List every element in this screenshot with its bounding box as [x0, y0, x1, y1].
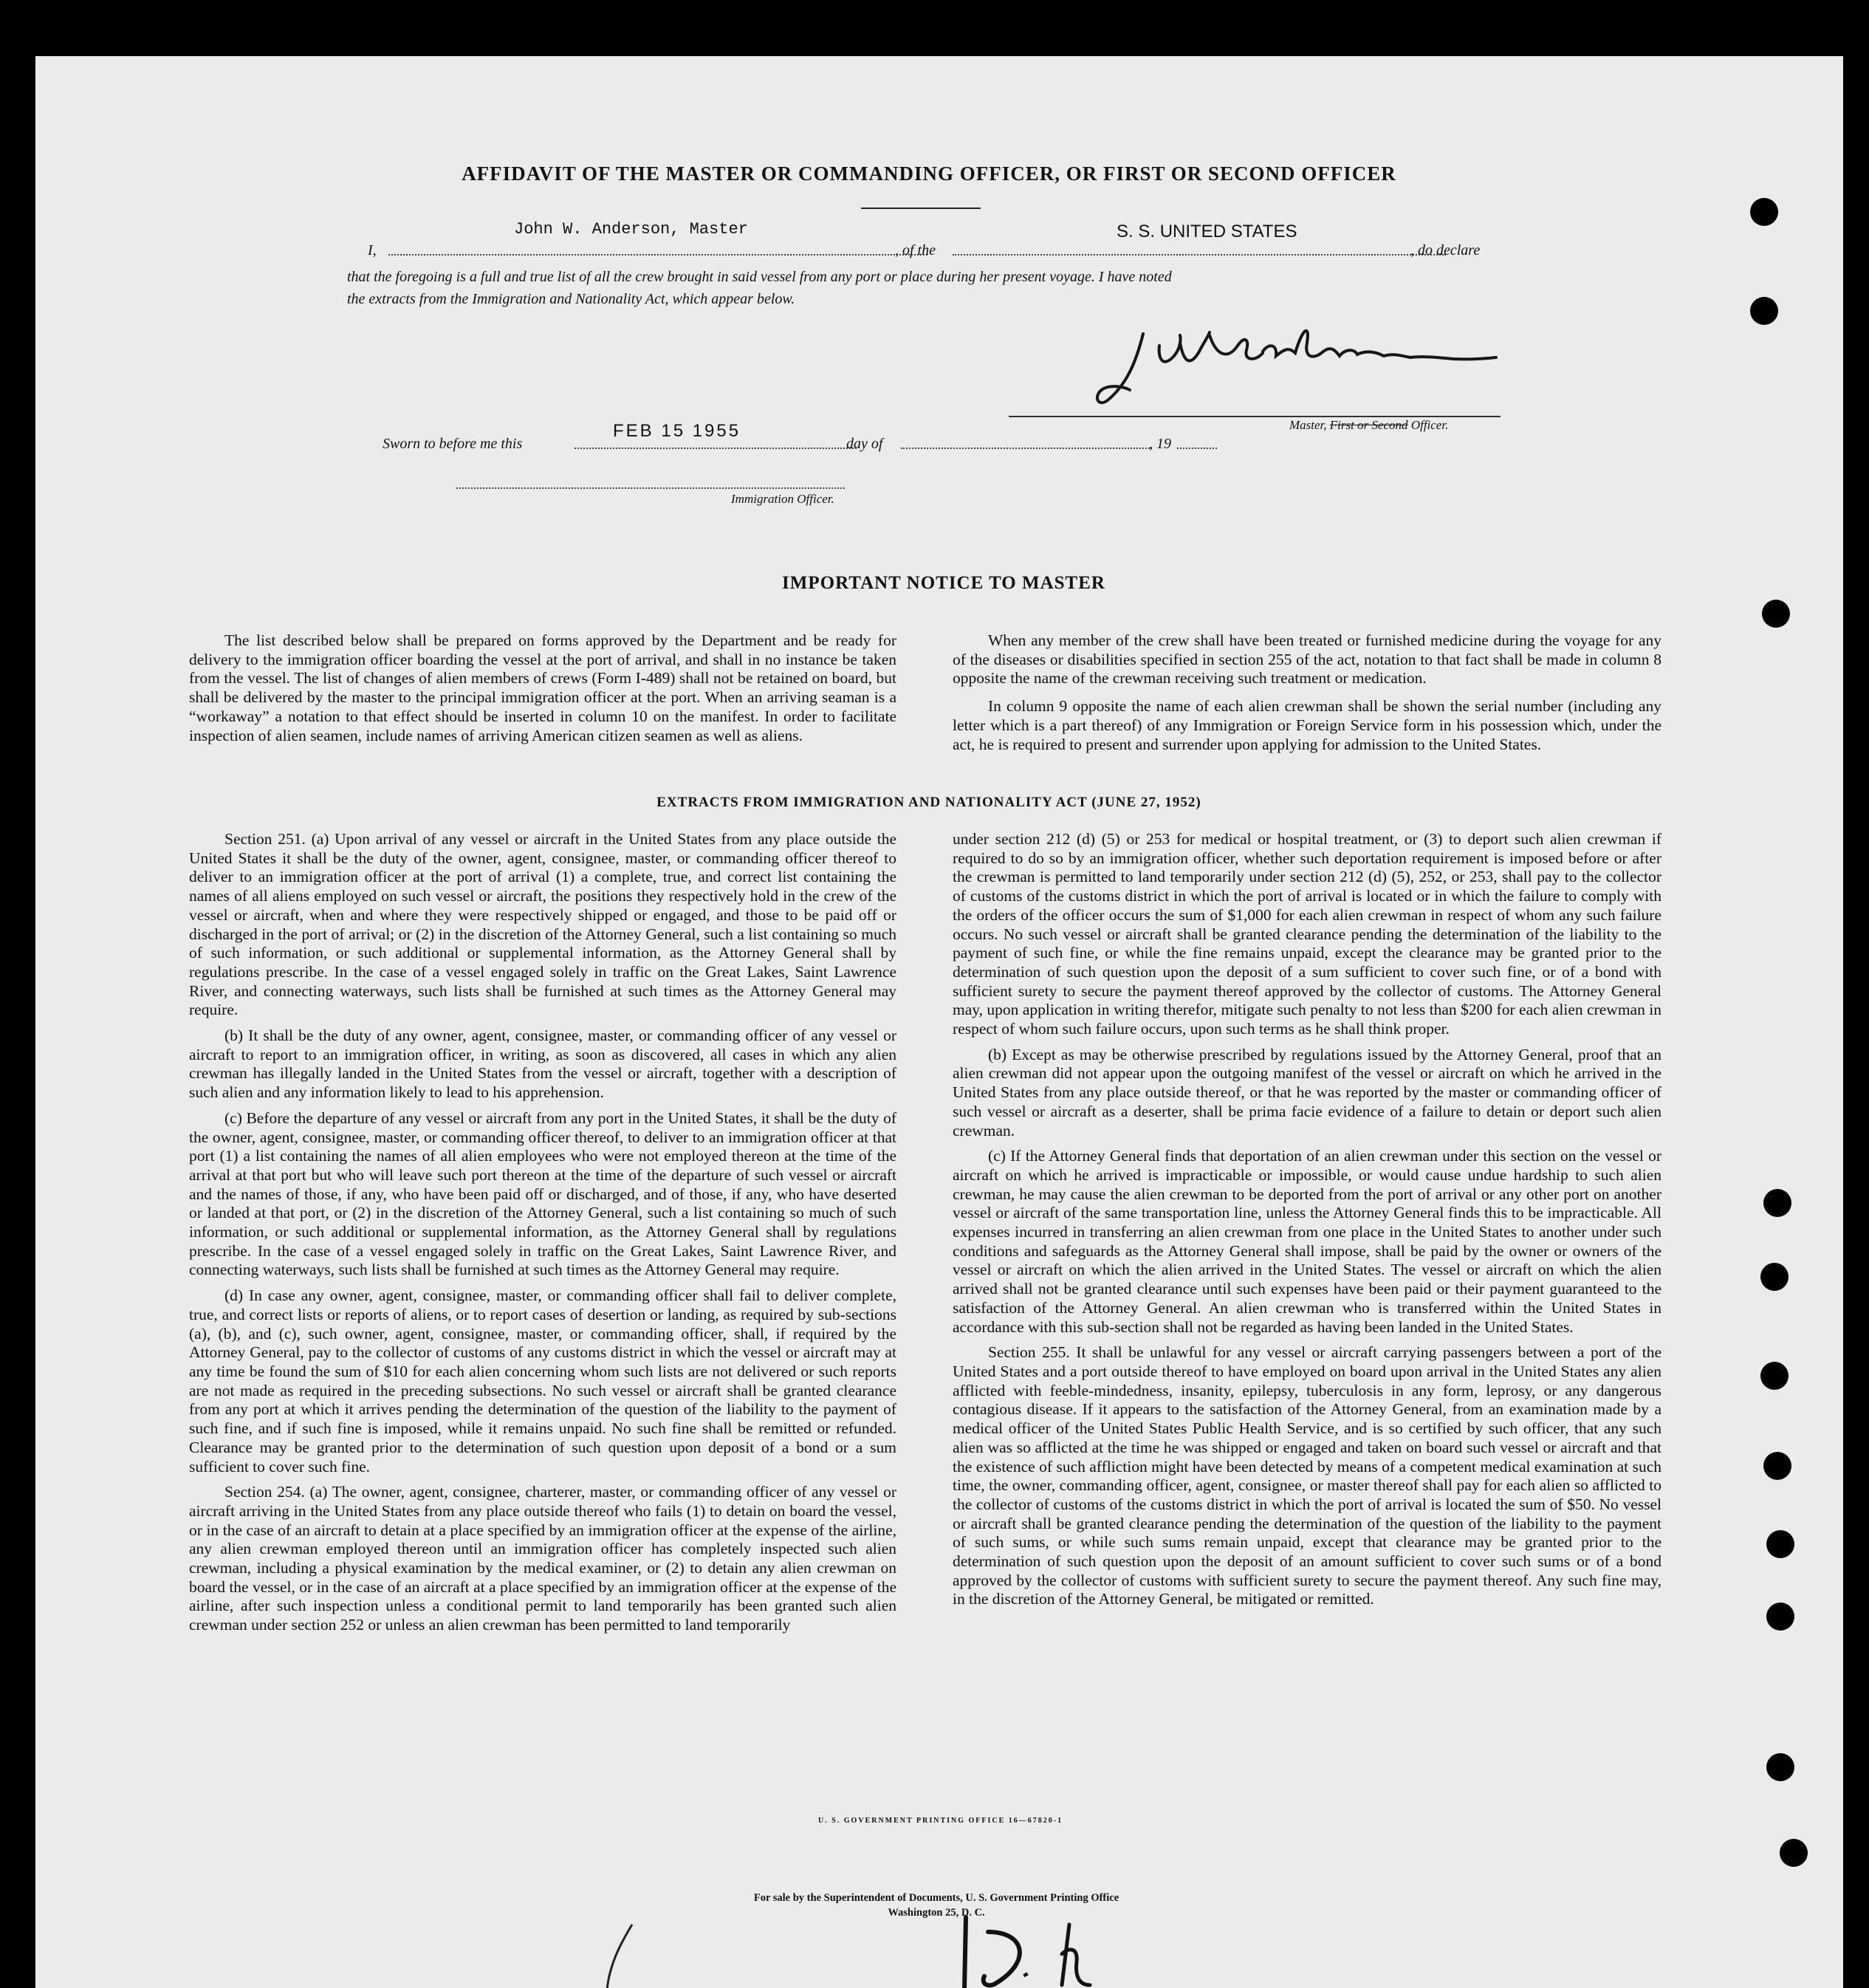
- year-line: [1177, 448, 1217, 449]
- immigration-officer-caption: Immigration Officer.: [731, 492, 834, 506]
- section-254-a-cont: under section 212 (d) (5) or 253 for medical or hospital treatment, or (3) to deport such alien crewman if required to do so by an immigration officer, whether such deportation requirement is imposed before or after the crewman is permitted to land temporarily under section 212 (d) (5), 252, or 253, shall pay to the collector of customs of the customs district in which the port of arrival is located or in which the failure to comply with the orders of the officer occurs the sum of $1,000 for each alien crewman in respect of whom any such failure occurs. No such vessel or aircraft shall be granted clearance pending the determination of the liability to the payment of such fine, or while the fine remains unpaid, except the clearance may be granted prior to the determination of such question upon the deposit of a sum sufficient to cover such fine, or of a bond with sufficient surety to secure the payment thereof approved by the collector of customs. The Attorney General may, upon application in writing therefor, mitigate such penalty to not less than $200 for each alien crewman in respect of whom such failure occurs, upon such terms as he shall think proper.: [953, 830, 1661, 1038]
- document-page: [35, 56, 1843, 1988]
- binder-hole-icon: [1760, 1263, 1789, 1291]
- gpo-code: U. S. GOVERNMENT PRINTING OFFICE 16—67820-1: [818, 1817, 1063, 1825]
- of-the-label: , of the: [895, 242, 936, 258]
- sworn-date-stamp: FEB 15 1955: [613, 421, 741, 441]
- handwritten-signature: [1091, 313, 1505, 417]
- signature-caption-pre: Master,: [1289, 418, 1330, 432]
- do-declare-label: , do declare: [1410, 242, 1481, 258]
- binder-hole-icon: [1780, 1839, 1808, 1867]
- vessel-name-value: S. S. UNITED STATES: [1117, 222, 1297, 241]
- notice-title: IMPORTANT NOTICE TO MASTER: [782, 573, 1105, 593]
- signature-caption-post: Officer.: [1407, 418, 1449, 432]
- immigration-officer-line: [456, 487, 845, 489]
- binder-hole-icon: [1762, 600, 1790, 628]
- extracts-left-column: [189, 830, 896, 1642]
- notice-left-column: [189, 631, 896, 754]
- sworn-label: Sworn to before me this: [383, 436, 523, 452]
- signature-caption: [1289, 418, 1448, 433]
- section-251-a: Section 251. (a) Upon arrival of any vessel or aircraft in the United States from any place outside the United States it shall be the duty of the owner, agent, consignee, master, or commanding officer thereof to deliver to an immigration officer at the port of arrival (1) a complete, true, and correct list containing the names of all aliens employed on such vessel or aircraft, the positions they respectively hold in the crew of the vessel or aircraft, when and where they were respectively shipped or engaged, and those to be paid off or discharged in the port of arrival; or (2) in the discretion of the Attorney General, such a list containing so much of such information, or such additional or supplemental information, as the Attorney General shall by regulations prescribe. In the case of a vessel engaged solely in traffic on the Great Lakes, Saint Lawrence River, and connecting waterways, such lists shall be furnished at such times as the Attorney General may require.: [189, 830, 896, 1019]
- binder-hole-icon: [1750, 297, 1778, 325]
- section-255: Section 255. It shall be unlawful for any vessel or aircraft carrying passengers between a port of the United States and a port outside thereof to have employed on board upon arrival in the United States any alien afflicted with feeble-mindedness, insanity, epilepsy, tuberculosis in any form, leprosy, or any dangerous contagious disease. If it appears to the satisfaction of the Attorney General, from an examination made by a medical officer of the United States Public Health Service, and is so certified by such officer, that any such alien was so afflicted at the time he was shipped or engaged and taken on board such vessel or aircraft and that the existence of such affliction might have been detected by means of a competent medical examination at such time, the owner, commanding officer, agent, consignee, or master thereof shall pay for each alien so afflicted to the collector of customs of the customs district in which the port of arrival is located the sum of $50. No vessel or aircraft shall be granted clearance pending the determination of the question of the liability to the payment of such sums, or while such sums remain unpaid, except that clearance may be granted prior to the determination of such question upon the deposit of an amount sufficient to cover such sums or of a bond approved by the collector of customs with sufficient surety to secure the payment thereof. Any such fine may, in the discretion of the Attorney General, be mitigated or remitted.: [953, 1343, 1661, 1608]
- section-254-c: (c) If the Attorney General finds that deportation of an alien crewman under this section on the vessel or aircraft on which he arrived is impracticable or impossible, or would cause undue hardship to such alien crewman, he may cause the alien crewman to be deported from the port of arrival or any other port on another vessel or aircraft of the same transportation line, unless the Attorney General finds this to be impracticable. All expenses incurred in transferring an alien crewman from one place in the United States to another under such conditions and safeguards as the Attorney General shall impose, shall be paid by the owner or owners of the vessel or aircraft on which the alien arrived in the United States. The vessel or aircraft on which the alien arrived shall not be granted clearance until such expenses have been paid or their payment guaranteed to the satisfaction of the Attorney General. An alien crewman who is transferred within the United States in accordance with this sub-section shall not be regarded as having been landed in the United States.: [953, 1147, 1661, 1336]
- vessel-field-line: [953, 254, 1446, 256]
- declaration-line-1: that the foregoing is a full and true list of all the crew brought in said vessel from any port or place during her present voyage. I have noted: [347, 269, 1172, 285]
- sworn-date-line: [575, 448, 857, 449]
- day-of-label: day of: [846, 436, 883, 452]
- affidavit-title: AFFIDAVIT OF THE MASTER OR COMMANDING OFFICER, OR FIRST OR SECOND OFFICER: [462, 162, 1396, 185]
- extracts-title: EXTRACTS FROM IMMIGRATION AND NATIONALITY ACT (JUNE 27, 1952): [656, 795, 1201, 810]
- signature-line: [1009, 416, 1501, 417]
- sale-line-2: Washington 25, D. C.: [888, 1907, 985, 1919]
- binder-hole-icon: [1766, 1603, 1794, 1631]
- month-line: [901, 448, 1152, 449]
- extracts-right-column: [953, 830, 1661, 1616]
- sale-line-1: For sale by the Superintendent of Documents, U. S. Government Printing Office: [753, 1892, 1119, 1904]
- year-label: , 19: [1149, 436, 1171, 452]
- name-field-line: [388, 254, 927, 256]
- notice-right-paragraph-2: In column 9 opposite the name of each alien crewman shall be shown the serial number (including any letter which is a part thereof) of any Immigration or Foreign Service form in his possession which, under the act, he is required to present and surrender upon applying for admission to the United States.: [953, 697, 1661, 753]
- binder-hole-icon: [1760, 1362, 1789, 1390]
- binder-hole-icon: [1763, 1189, 1791, 1217]
- title-rule: [861, 208, 981, 209]
- binder-hole-icon: [1766, 1530, 1794, 1558]
- section-254-b: (b) Except as may be otherwise prescribed by regulations issued by the Attorney General, proof that an alien crewman did not appear upon the outgoing manifest of the vessel or aircraft on which he arrived in the United States from any place outside thereof, or that he was reported by the master or commanding officer of such vessel or aircraft as a deserter, shall be prima facie evidence of a failure to detain or deport such alien crewman.: [953, 1045, 1661, 1139]
- binder-hole-icon: [1763, 1452, 1791, 1480]
- binder-hole-icon: [1750, 198, 1778, 226]
- binder-hole-icon: [1766, 1753, 1794, 1781]
- notice-right-column: [953, 631, 1661, 763]
- affidavit-i-label: I,: [368, 242, 377, 258]
- section-254-a: Section 254. (a) The owner, agent, consignee, charterer, master, or commanding officer of any vessel or aircraft arriving in the United States from any place outside thereof who fails (1) to detain on board the vessel, or in the case of an aircraft to detain at a place specified by an immigration officer at the expense of the airline, any alien crewman employed thereon until an immigration officer has completely inspected such alien crewman, including a physical examination by the medical examiner, or (2) to detain any alien crewman on board the vessel, or in the case of an aircraft at a place specified by an immigration officer at the expense of the airline, after such inspection unless a conditional permit to land temporarily has been granted such alien crewman under section 252 or unless an alien crewman has been permitted to land temporarily: [189, 1483, 896, 1634]
- section-251-d: (d) In case any owner, agent, consignee, master, or commanding officer shall fail to deliver complete, true, and correct lists or reports of aliens, or to report cases of desertion or landing, as required by sub-sections (a), (b), and (c), such owner, agent, consignee, master, or commanding officer, shall, if required by the Attorney General, pay to the collector of customs of any customs district in which the vessel or aircraft may at any time be found the sum of $10 for each alien concerning whom such lists are not delivered or such reports are not made as required in the preceding subsections. No such vessel or aircraft shall be granted clearance from any port at which it arrives pending the determination of the question of the liability to the payment of such fine, and if such fine is imposed, while it remains unpaid. No such fine shall be remitted or refunded. Clearance may be granted prior to the determination of such question upon deposit of a bond or a sum sufficient to cover such fine.: [189, 1286, 896, 1475]
- declaration-line-2: the extracts from the Immigration and Nationality Act, which appear below.: [347, 291, 795, 307]
- handwritten-marks: [552, 1902, 1365, 1988]
- section-251-c: (c) Before the departure of any vessel or aircraft from any port in the United States, it shall be the duty of the owner, agent, consignee, master, or commanding officer thereof, to deliver to an immigration officer at that port (1) a list containing the names of all alien employees who were not employed thereon at the time of the arrival at that port but who will leave such port thereon at the time of the departure of such vessel or aircraft and the names of those, if any, who have been paid off or discharged, and of those, if any, who have deserted or landed at that port, or (2) in the discretion of the Attorney General, such a list containing so much of such information, or such additional or supplemental information, as the Attorney General shall by regulations prescribe. In the case of a vessel engaged solely in traffic on the Great Lakes, Saint Lawrence River, and connecting waterways, such lists shall be furnished at such times as the Attorney General may require.: [189, 1108, 896, 1279]
- master-name-value: John W. Anderson, Master: [514, 220, 748, 239]
- notice-right-paragraph-1: When any member of the crew shall have been treated or furnished medicine during the voyage for any of the diseases or disabilities specified in section 255 of the act, notation to that fact shall be made in column 8 opposite the name of the crewman receiving such treatment or medication.: [953, 631, 1661, 688]
- signature-caption-struck: First or Second: [1329, 418, 1408, 432]
- notice-left-paragraph: The list described below shall be prepared on forms approved by the Department and be ready for delivery to the immigration officer boarding the vessel at the port of arrival, and shall in no instance be taken from the vessel. The list of changes of alien members of crews (Form I-489) shall not be retained on board, but shall be delivered by the master to the principal immigration officer at the port. When an arriving seaman is a “workaway” a notation to that effect should be inserted in column 10 on the manifest. In order to facilitate inspection of alien seamen, include names of arriving American citizen seamen as well as aliens.: [189, 631, 896, 744]
- section-251-b: (b) It shall be the duty of any owner, agent, consignee, master, or commanding officer of any vessel or aircraft to report to an immigration officer, in writing, as soon as discovered, all cases in which any alien crewman has illegally landed in the United States from the vessel or aircraft, together with a description of such alien and any information likely to lead to his apprehension.: [189, 1026, 896, 1102]
